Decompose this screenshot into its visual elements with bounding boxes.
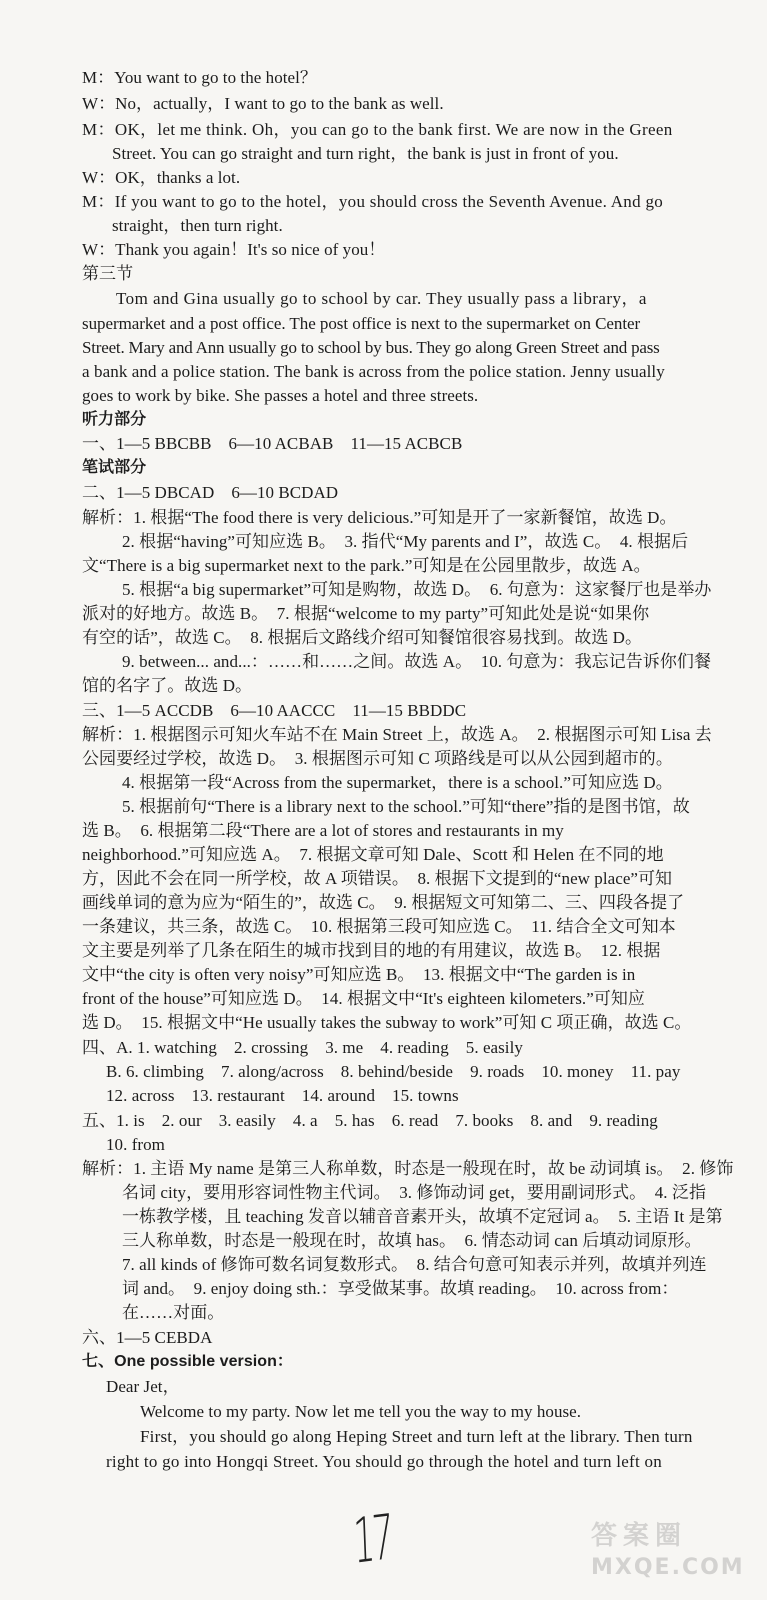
explanation-line: 画线单词的意为应为“陌生的”，故选 C。 9. 根据短文可知第二、三、四段各提了	[82, 893, 685, 912]
explanation-line: 文主要是列举了几条在陌生的城市找到目的地的有用建议，故选 B。 12. 根据	[82, 941, 661, 960]
text-line: W：OK，thanks a lot.	[82, 168, 241, 187]
explanation-line: 派对的好地方。故选 B。 7. 根据“welcome to my party”可知此处是说“如果你	[82, 604, 650, 623]
answer-line: 三、1—5 ACCDB 6—10 AACCC 11—15 BBDDC	[82, 701, 467, 720]
letter-line: right to go into Hongqi Street. You should go through the hotel and turn left on	[106, 1452, 662, 1471]
explanation-line: 一栋教学楼，且 teaching 发音以辅音音素开头，故填不定冠词 a。 5. 主语 It 是第	[122, 1207, 723, 1226]
text-line: straight，then turn right.	[112, 216, 283, 235]
explanation-line: 解析：1. 根据“The food there is very delicious.”可知是开了一家新餐馆，故选 D。	[82, 508, 677, 527]
text-line: supermarket and a post office. The post office is next to the supermarket on Center	[82, 314, 641, 333]
explanation-line: 2. 根据“having”可知应选 B。 3. 指代“My parents and I”，故选 C。 4. 根据后	[122, 532, 689, 551]
text-line: a bank and a police station. The bank is across from the police station. Jenny usually	[82, 362, 665, 381]
answer-line: 10. from	[106, 1135, 165, 1154]
explanation-line: 4. 根据第一段“Across from the supermarket，there is a school.”可知应选 D。	[122, 773, 673, 792]
letter-line: Welcome to my party. Now let me tell you the way to my house.	[140, 1402, 582, 1421]
text-line: W：No，actually，I want to go to the bank as well.	[82, 94, 444, 113]
section-heading: 第三节	[82, 264, 134, 283]
section-heading: 笔试部分	[82, 459, 147, 476]
explanation-line: front of the house”可知应选 D。 14. 根据文中“It's eighteen kilometers.”可知应	[82, 989, 645, 1008]
explanation-line: 文“There is a big supermarket next to the park.”可知是在公园里散步，故选 A。	[82, 556, 651, 575]
text-line: M：You want to go to the hotel？	[82, 68, 317, 87]
letter-line: First，you should go along Heping Street and turn left at the library. Then turn	[140, 1427, 693, 1446]
answer-line: 四、A. 1. watching 2. crossing 3. me 4. reading 5. easily	[82, 1038, 523, 1057]
answer-line: 一、1—5 BBCBB 6—10 ACBAB 11—15 ACBCB	[82, 434, 463, 453]
text-line: goes to work by bike. She passes a hotel and three streets.	[82, 386, 479, 405]
watermark-logo	[585, 1510, 755, 1582]
svg-text:MXQE.COM: MXQE.COM	[591, 1555, 745, 1580]
explanation-line: 文中“the city is often very noisy”可知应选 B。 13. 根据文中“The garden is in	[82, 965, 636, 984]
explanation-line: 解析：1. 根据图示可知火车站不在 Main Street 上，故选 A。 2. 根据图示可知 Lisa 去	[82, 725, 712, 744]
explanation-line: neighborhood.”可知应选 A。 7. 根据文章可知 Dale、Scott 和 Helen 在不同的地	[82, 845, 664, 864]
explanation-line: 名词 city，要用形容词性物主代词。 3. 修饰动词 get，要用副词形式。 4. 泛指	[122, 1183, 707, 1202]
explanation-line: 一条建议，共三条，故选 C。 10. 根据第三段可知应选 C。 11. 结合全文可知本	[82, 917, 676, 936]
explanation-line: 选 D。 15. 根据文中“He usually takes the subway to work”可知 C 项正确，故选 C。	[82, 1013, 692, 1032]
svg-text:答案圈: 答案圈	[591, 1521, 688, 1551]
letter-line: Dear Jet，	[106, 1377, 180, 1396]
explanation-line: 9. between... and...：……和……之间。故选 A。 10. 句意为：我忘记告诉你们餐	[122, 652, 712, 671]
explanation-line: 馆的名字了。故选 D。	[82, 676, 253, 695]
answer-line: B. 6. climbing 7. along/across 8. behind/beside 9. roads 10. money 11. pay	[106, 1062, 681, 1081]
explanation-line: 5. 根据前句“There is a library next to the school.”可知“there”指的是图书馆，故	[122, 797, 690, 816]
answer-line: 五、1. is 2. our 3. easily 4. a 5. has 6. read 7. books 8. and 9. reading	[82, 1111, 658, 1130]
text-line: Tom and Gina usually go to school by car. They usually pass a library，a	[116, 289, 647, 308]
explanation-line: 词 and。 9. enjoy doing sth.：享受做某事。故填 reading。 10. across from：	[122, 1279, 679, 1298]
text-line: M：OK，let me think. Oh，you can go to the bank first. We are now in the Green	[82, 120, 673, 139]
explanation-line: 有空的话”，故选 C。 8. 根据后文路线介绍可知餐馆很容易找到。故选 D。	[82, 628, 643, 647]
explanation-line: 选 B。 6. 根据第二段“There are a lot of stores and restaurants in my	[82, 821, 564, 840]
explanation-line: 公园要经过学校，故选 D。 3. 根据图示可知 C 项路线是可以从公园到超市的。	[82, 749, 673, 768]
explanation-line: 7. all kinds of 修饰可数名词复数形式。 8. 结合句意可知表示并列，故填并列连	[122, 1255, 707, 1274]
section-heading: 听力部分	[82, 411, 147, 428]
explanation-line: 解析：1. 主语 My name 是第三人称单数，时态是一般现在时，故 be 动词填 is。 2. 修饰	[82, 1159, 734, 1178]
text-line: M：If you want to go to the hotel，you should cross the Seventh Avenue. And go	[82, 192, 664, 211]
explanation-line: 5. 根据“a big supermarket”可知是购物，故选 D。 6. 句意为：这家餐厅也是举办	[122, 580, 712, 599]
explanation-line: 在……对面。	[122, 1303, 225, 1322]
text-line: Street. You can go straight and turn right，the bank is just in front of you.	[112, 144, 619, 163]
section-heading: 七、One possible version：	[82, 1353, 293, 1370]
text-line: W：Thank you again！It's so nice of you！	[82, 240, 386, 259]
answer-line: 二、1—5 DBCAD 6—10 BCDAD	[82, 483, 339, 502]
page-number: 17	[352, 1500, 392, 1578]
explanation-line: 方，因此不会在同一所学校，故 A 项错误。 8. 根据下文提到的“new place”可知	[82, 869, 673, 888]
answer-line: 12. across 13. restaurant 14. around 15. towns	[106, 1086, 459, 1105]
text-line: Street. Mary and Ann usually go to school by bus. They go along Green Street and pass	[82, 338, 660, 357]
explanation-line: 三人称单数，时态是一般现在时，故填 has。 6. 情态动词 can 后填动词原形。	[122, 1231, 702, 1250]
answer-line: 六、1—5 CEBDA	[82, 1328, 213, 1347]
